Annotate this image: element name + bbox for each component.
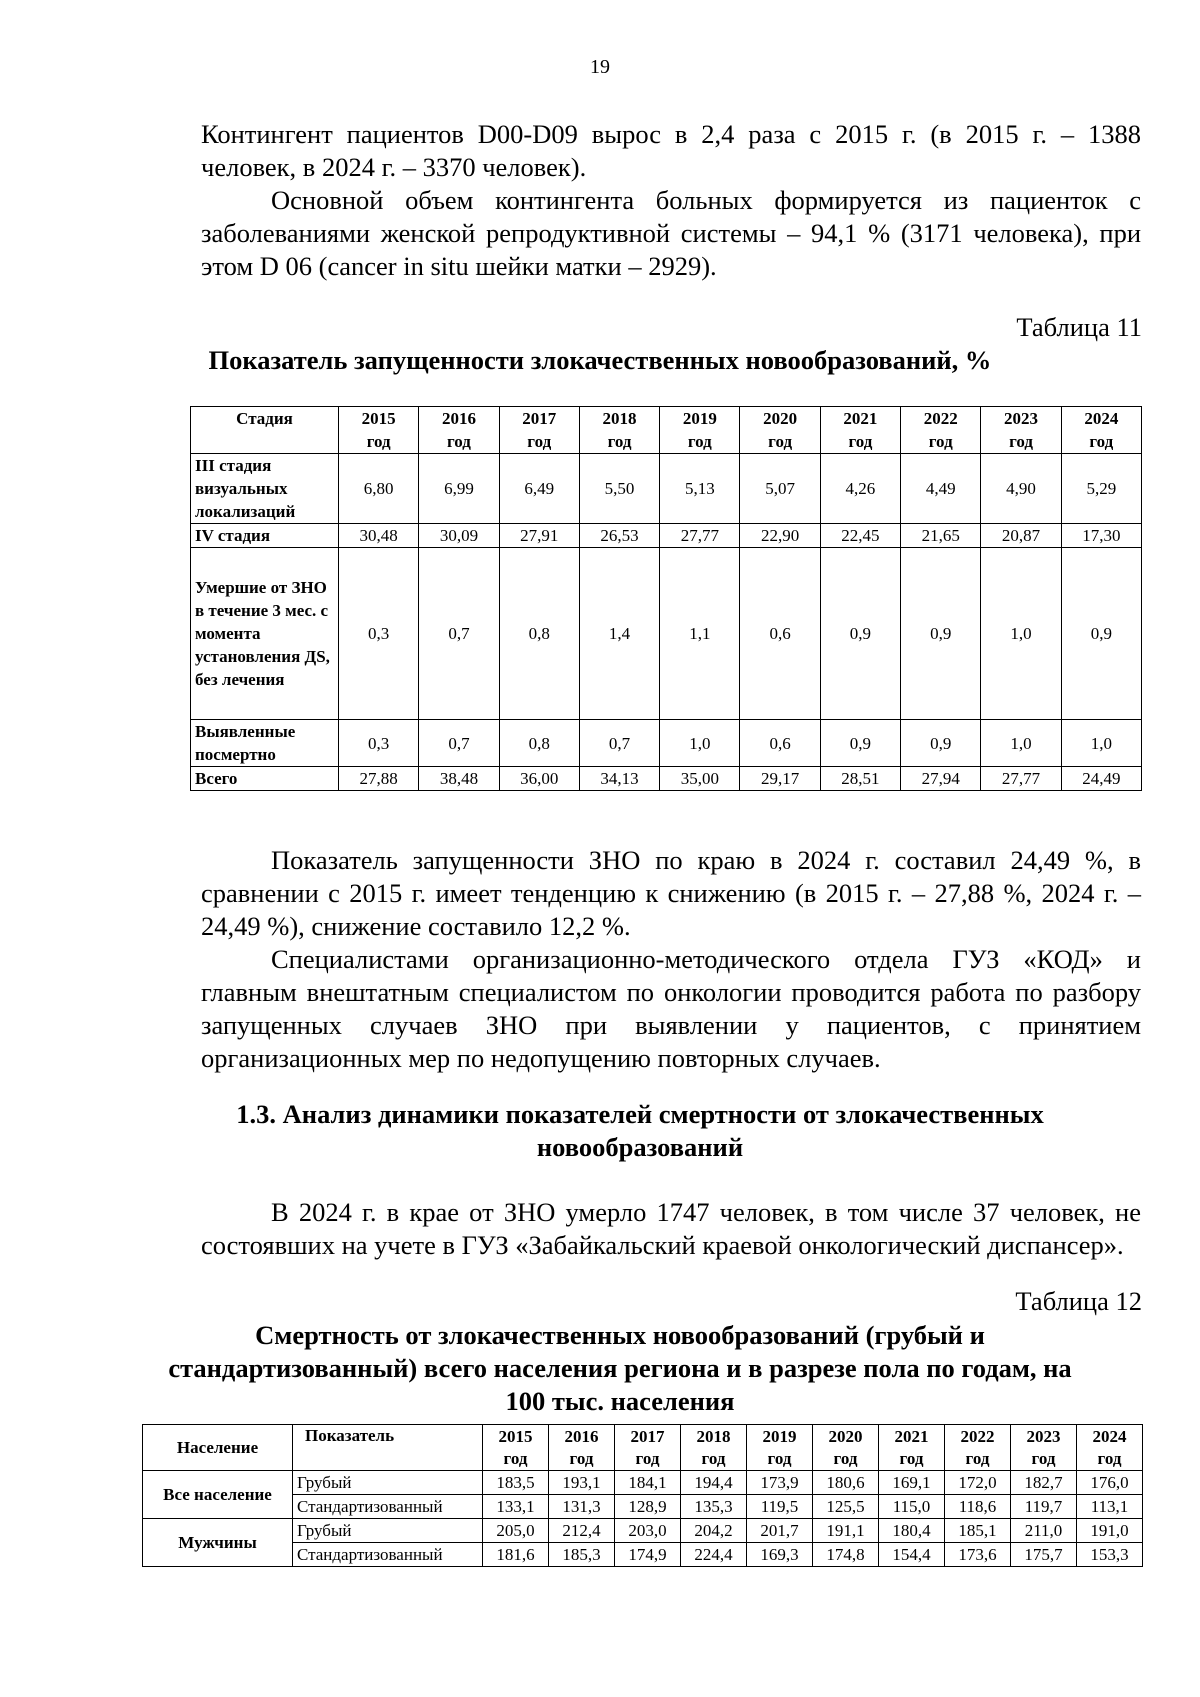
table-12-indicator-label: Стандартизованный xyxy=(293,1543,483,1567)
table-12-cell: 154,4 xyxy=(879,1543,945,1567)
table-12-header-year xyxy=(615,1425,681,1471)
table-11-cell: 27,77 xyxy=(660,524,740,548)
table-12-cell: 133,1 xyxy=(483,1495,549,1519)
table-12-header-year xyxy=(483,1425,549,1471)
table-12-cell: 113,1 xyxy=(1077,1495,1143,1519)
table-11-label: Таблица 11 xyxy=(1016,312,1142,342)
table-12-cell: 181,6 xyxy=(483,1543,549,1567)
table-11-cell: 5,29 xyxy=(1061,454,1141,524)
table-11-cell: 0,9 xyxy=(820,720,900,767)
table-11-header-stage: Стадия xyxy=(191,407,339,454)
table-12-header-year xyxy=(879,1425,945,1471)
table-11-cell: 36,00 xyxy=(499,767,579,791)
table-11-cell: 1,0 xyxy=(981,548,1061,720)
table-12-year-suffix: год xyxy=(503,1448,528,1468)
table-12-year-value: 2020 xyxy=(828,1426,863,1446)
table-11-header-year xyxy=(740,407,820,454)
table-12-year-value: 2017 xyxy=(630,1426,665,1446)
table-12-cell: 182,7 xyxy=(1011,1471,1077,1495)
table-11-cell: 0,6 xyxy=(740,720,820,767)
table-11-row-label: Выявленные посмертно xyxy=(191,720,339,767)
table-12-row xyxy=(143,1519,1143,1543)
table-12-year-value: 2016 xyxy=(564,1426,599,1446)
table-12-year-suffix: год xyxy=(1097,1448,1122,1468)
table-12-year-suffix: год xyxy=(767,1448,792,1468)
table-12-year-suffix: год xyxy=(701,1448,726,1468)
paragraph-neglect-summary: Показатель запущенности ЗНО по краю в 2024 г. составил 24,49 %, в сравнении с 2015 г. имеет тенденцию к снижению (в 2015 г. – 27,88 %, 2024 г. – 24,49 %), снижение составило 12,2 %. xyxy=(201,845,1141,941)
table-12-header-year xyxy=(1077,1425,1143,1471)
table-11-cell: 4,26 xyxy=(820,454,900,524)
table-11-cell: 0,7 xyxy=(419,720,499,767)
table-11-cell: 17,30 xyxy=(1061,524,1141,548)
table-11-cell: 20,87 xyxy=(981,524,1061,548)
table-11-header-row xyxy=(191,407,1142,454)
table-11-row xyxy=(191,767,1142,791)
table-11-year-suffix: год xyxy=(607,432,632,451)
table-12-cell: 185,3 xyxy=(549,1543,615,1567)
table-12-cell: 172,0 xyxy=(945,1471,1011,1495)
table-11-header-year xyxy=(499,407,579,454)
table-12-year-value: 2019 xyxy=(762,1426,797,1446)
table-12-cell: 119,5 xyxy=(747,1495,813,1519)
table-11-year-suffix: год xyxy=(366,432,391,451)
table-11-cell: 5,50 xyxy=(579,454,659,524)
table-12-indicator-label: Стандартизованный xyxy=(293,1495,483,1519)
table-11-row-label: IV стадия xyxy=(191,524,339,548)
table-11-row xyxy=(191,548,1142,720)
table-11-cell: 27,88 xyxy=(339,767,419,791)
table-12-cell: 115,0 xyxy=(879,1495,945,1519)
section-heading-1-3: 1.3. Анализ динамики показателей смертности от злокачественных новообразований xyxy=(236,1099,1044,1162)
table-12-year-suffix: год xyxy=(1031,1448,1056,1468)
table-11-year-suffix: год xyxy=(928,432,953,451)
table-11-header-year xyxy=(419,407,499,454)
table-11-cell: 22,90 xyxy=(740,524,820,548)
table-12-cell: 194,4 xyxy=(681,1471,747,1495)
table-11-cell: 0,8 xyxy=(499,720,579,767)
table-11-cell: 30,48 xyxy=(339,524,419,548)
table-12-cell: 175,7 xyxy=(1011,1543,1077,1567)
table-12-cell: 183,5 xyxy=(483,1471,549,1495)
table-11-cell: 1,0 xyxy=(660,720,740,767)
table-12-cell: 153,3 xyxy=(1077,1543,1143,1567)
table-11-year-value: 2016 xyxy=(441,409,476,428)
table-11-header-year xyxy=(339,407,419,454)
table-11-year-value: 2023 xyxy=(1004,409,1039,428)
table-12-header-year xyxy=(681,1425,747,1471)
table-11-cell: 38,48 xyxy=(419,767,499,791)
table-11-cell: 5,13 xyxy=(660,454,740,524)
table-11-header-year xyxy=(660,407,740,454)
table-12-cell: 203,0 xyxy=(615,1519,681,1543)
table-12-year-suffix: год xyxy=(569,1448,594,1468)
table-12-cell: 212,4 xyxy=(549,1519,615,1543)
table-11-header-year xyxy=(981,407,1061,454)
table-11-cell: 1,1 xyxy=(660,548,740,720)
table-12-year-value: 2022 xyxy=(960,1426,995,1446)
table-11-cell: 0,9 xyxy=(901,548,981,720)
table-11-cell: 6,49 xyxy=(499,454,579,524)
table-11-cell: 0,9 xyxy=(901,720,981,767)
table-12-population-label: Все население xyxy=(143,1471,293,1519)
table-11-year-value: 2017 xyxy=(522,409,557,428)
table-11-body xyxy=(191,454,1142,791)
table-12-cell: 118,6 xyxy=(945,1495,1011,1519)
table-12-indicator-label: Грубый xyxy=(293,1519,483,1543)
table-11-header-year xyxy=(820,407,900,454)
table-11-cell: 35,00 xyxy=(660,767,740,791)
table-12-header-indicator: Показатель xyxy=(293,1425,483,1471)
table-11-year-suffix: год xyxy=(1009,432,1033,451)
table-11-year-suffix: год xyxy=(1089,432,1114,451)
table-12-caption: Смертность от злокачественных новообразований (грубый и стандартизованный) всего населения региона и в разрезе пола по годам, на 100 тыс. населения xyxy=(168,1320,1072,1416)
table-11-cell: 1,4 xyxy=(579,548,659,720)
table-11-header-year xyxy=(901,407,981,454)
table-12-cell: 173,6 xyxy=(945,1543,1011,1567)
table-12-cell: 119,7 xyxy=(1011,1495,1077,1519)
table-11-cell: 27,77 xyxy=(981,767,1061,791)
table-11-cell: 0,8 xyxy=(499,548,579,720)
table-12-header-year xyxy=(1011,1425,1077,1471)
table-11-cell: 30,09 xyxy=(419,524,499,548)
table-11-cell: 29,17 xyxy=(740,767,820,791)
table-11-cell: 0,3 xyxy=(339,720,419,767)
table-11-year-suffix: год xyxy=(527,432,552,451)
table-11-row xyxy=(191,720,1142,767)
table-12-cell: 191,0 xyxy=(1077,1519,1143,1543)
table-12-cell: 184,1 xyxy=(615,1471,681,1495)
page-number: 19 xyxy=(590,56,610,78)
table-12-cell: 180,4 xyxy=(879,1519,945,1543)
table-12-year-suffix: год xyxy=(833,1448,858,1468)
table-12-year-value: 2023 xyxy=(1026,1426,1061,1446)
table-11-cell: 0,3 xyxy=(339,548,419,720)
table-12-header-row xyxy=(143,1425,1143,1471)
table-11-cell: 0,9 xyxy=(820,548,900,720)
table-12-cell: 174,9 xyxy=(615,1543,681,1567)
table-11-row-label: Всего xyxy=(191,767,339,791)
table-12-cell: 201,7 xyxy=(747,1519,813,1543)
table-12-cell: 169,1 xyxy=(879,1471,945,1495)
table-11-cell: 27,94 xyxy=(901,767,981,791)
table-11-cell: 34,13 xyxy=(579,767,659,791)
table-11-cell: 4,90 xyxy=(981,454,1061,524)
table-12-year-suffix: год xyxy=(635,1448,660,1468)
table-11-cell: 5,07 xyxy=(740,454,820,524)
table-11-year-suffix: год xyxy=(848,432,873,451)
table-11-row xyxy=(191,454,1142,524)
table-12-year-value: 2015 xyxy=(498,1426,533,1446)
table-12-cell: 205,0 xyxy=(483,1519,549,1543)
table-11-year-value: 2018 xyxy=(602,409,637,428)
table-11-cell: 1,0 xyxy=(1061,720,1141,767)
table-11-cell: 0,9 xyxy=(1061,548,1141,720)
table-11-cell: 27,91 xyxy=(499,524,579,548)
table-12-year-suffix: год xyxy=(965,1448,990,1468)
table-12-label: Таблица 12 xyxy=(1015,1286,1142,1316)
table-12-cell: 224,4 xyxy=(681,1543,747,1567)
table-11-cell: 24,49 xyxy=(1061,767,1141,791)
table-12-cell: 180,6 xyxy=(813,1471,879,1495)
table-12-cell: 173,9 xyxy=(747,1471,813,1495)
table-12-row xyxy=(143,1495,1143,1519)
table-12-cell: 135,3 xyxy=(681,1495,747,1519)
table-12-year-suffix: год xyxy=(899,1448,924,1468)
table-11-header-year xyxy=(1061,407,1141,454)
table-12-header-year xyxy=(945,1425,1011,1471)
table-12-indicator-label: Грубый xyxy=(293,1471,483,1495)
table-12-cell: 211,0 xyxy=(1011,1519,1077,1543)
paragraph-mortality-2024: В 2024 г. в крае от ЗНО умерло 1747 человек, в том числе 37 человек, не состоявших на учете в ГУЗ «Забайкальский краевой онкологический диспансер». xyxy=(201,1197,1141,1260)
table-11-row-label: III стадия визуальных локализаций xyxy=(191,454,339,524)
table-12-cell: 169,3 xyxy=(747,1543,813,1567)
table-11-cell: 6,80 xyxy=(339,454,419,524)
table-12-cell: 131,3 xyxy=(549,1495,615,1519)
table-12-year-value: 2018 xyxy=(696,1426,731,1446)
paragraph-specialists-work: Специалистами организационно-методического отдела ГУЗ «КОД» и главным внештатным специалистом по онкологии проводится работа по разбору запущенных случаев ЗНО при выявлении у пациентов, с принятием организационных мер по недопущению повторных случаев. xyxy=(201,944,1141,1073)
table-12-header-year xyxy=(813,1425,879,1471)
table-12-mortality xyxy=(142,1424,1143,1567)
table-11-year-value: 2020 xyxy=(763,409,798,428)
table-12-header-year xyxy=(549,1425,615,1471)
table-11-caption: Показатель запущенности злокачественных новообразований, % xyxy=(208,345,992,375)
table-12-cell: 125,5 xyxy=(813,1495,879,1519)
table-11-year-value: 2015 xyxy=(361,409,396,428)
table-12-body xyxy=(143,1471,1143,1567)
table-12-cell: 174,8 xyxy=(813,1543,879,1567)
table-11-year-value: 2019 xyxy=(682,409,717,428)
table-11-cell: 0,6 xyxy=(740,548,820,720)
table-11-cell: 21,65 xyxy=(901,524,981,548)
table-12-cell: 176,0 xyxy=(1077,1471,1143,1495)
table-12-header-year xyxy=(747,1425,813,1471)
table-11-cell: 1,0 xyxy=(981,720,1061,767)
table-11-cell: 0,7 xyxy=(579,720,659,767)
table-11-year-value: 2024 xyxy=(1084,409,1119,428)
paragraph-contingent-structure: Основной объем контингента больных формируется из пациенток с заболеваниями женской репродуктивной системы – 94,1 % (3171 человека), при этом D 06 (cancer in situ шейки матки – 2929). xyxy=(201,185,1141,281)
table-12-population-label: Мужчины xyxy=(143,1519,293,1567)
table-12-cell: 204,2 xyxy=(681,1519,747,1543)
paragraph-contingent-growth: Контингент пациентов D00-D09 вырос в 2,4 раза с 2015 г. (в 2015 г. – 1388 человек, в 2024 г. – 3370 человек). xyxy=(201,119,1141,182)
table-11-year-value: 2021 xyxy=(843,409,878,428)
table-11-year-value: 2022 xyxy=(923,409,958,428)
table-11-cell: 26,53 xyxy=(579,524,659,548)
table-11-header-year xyxy=(579,407,659,454)
table-12-header-population: Население xyxy=(143,1425,293,1471)
table-12-cell: 191,1 xyxy=(813,1519,879,1543)
table-12-cell: 128,9 xyxy=(615,1495,681,1519)
table-12-row xyxy=(143,1543,1143,1567)
table-11-cell: 4,49 xyxy=(901,454,981,524)
table-12-cell: 193,1 xyxy=(549,1471,615,1495)
table-11-neglect-rate xyxy=(190,406,1142,791)
table-12-year-value: 2024 xyxy=(1092,1426,1127,1446)
table-11-year-suffix: год xyxy=(446,432,471,451)
table-11-cell: 0,7 xyxy=(419,548,499,720)
table-11-row-label: Умершие от ЗНО в течение 3 мес. с момента установления ДS, без лечения xyxy=(191,548,339,720)
table-11-year-suffix: год xyxy=(768,432,793,451)
table-12-cell: 185,1 xyxy=(945,1519,1011,1543)
table-11-year-suffix: год xyxy=(687,432,712,451)
table-12-year-value: 2021 xyxy=(894,1426,929,1446)
table-11-cell: 28,51 xyxy=(820,767,900,791)
table-11-cell: 22,45 xyxy=(820,524,900,548)
table-11-cell: 6,99 xyxy=(419,454,499,524)
table-11-row xyxy=(191,524,1142,548)
table-12-row xyxy=(143,1471,1143,1495)
